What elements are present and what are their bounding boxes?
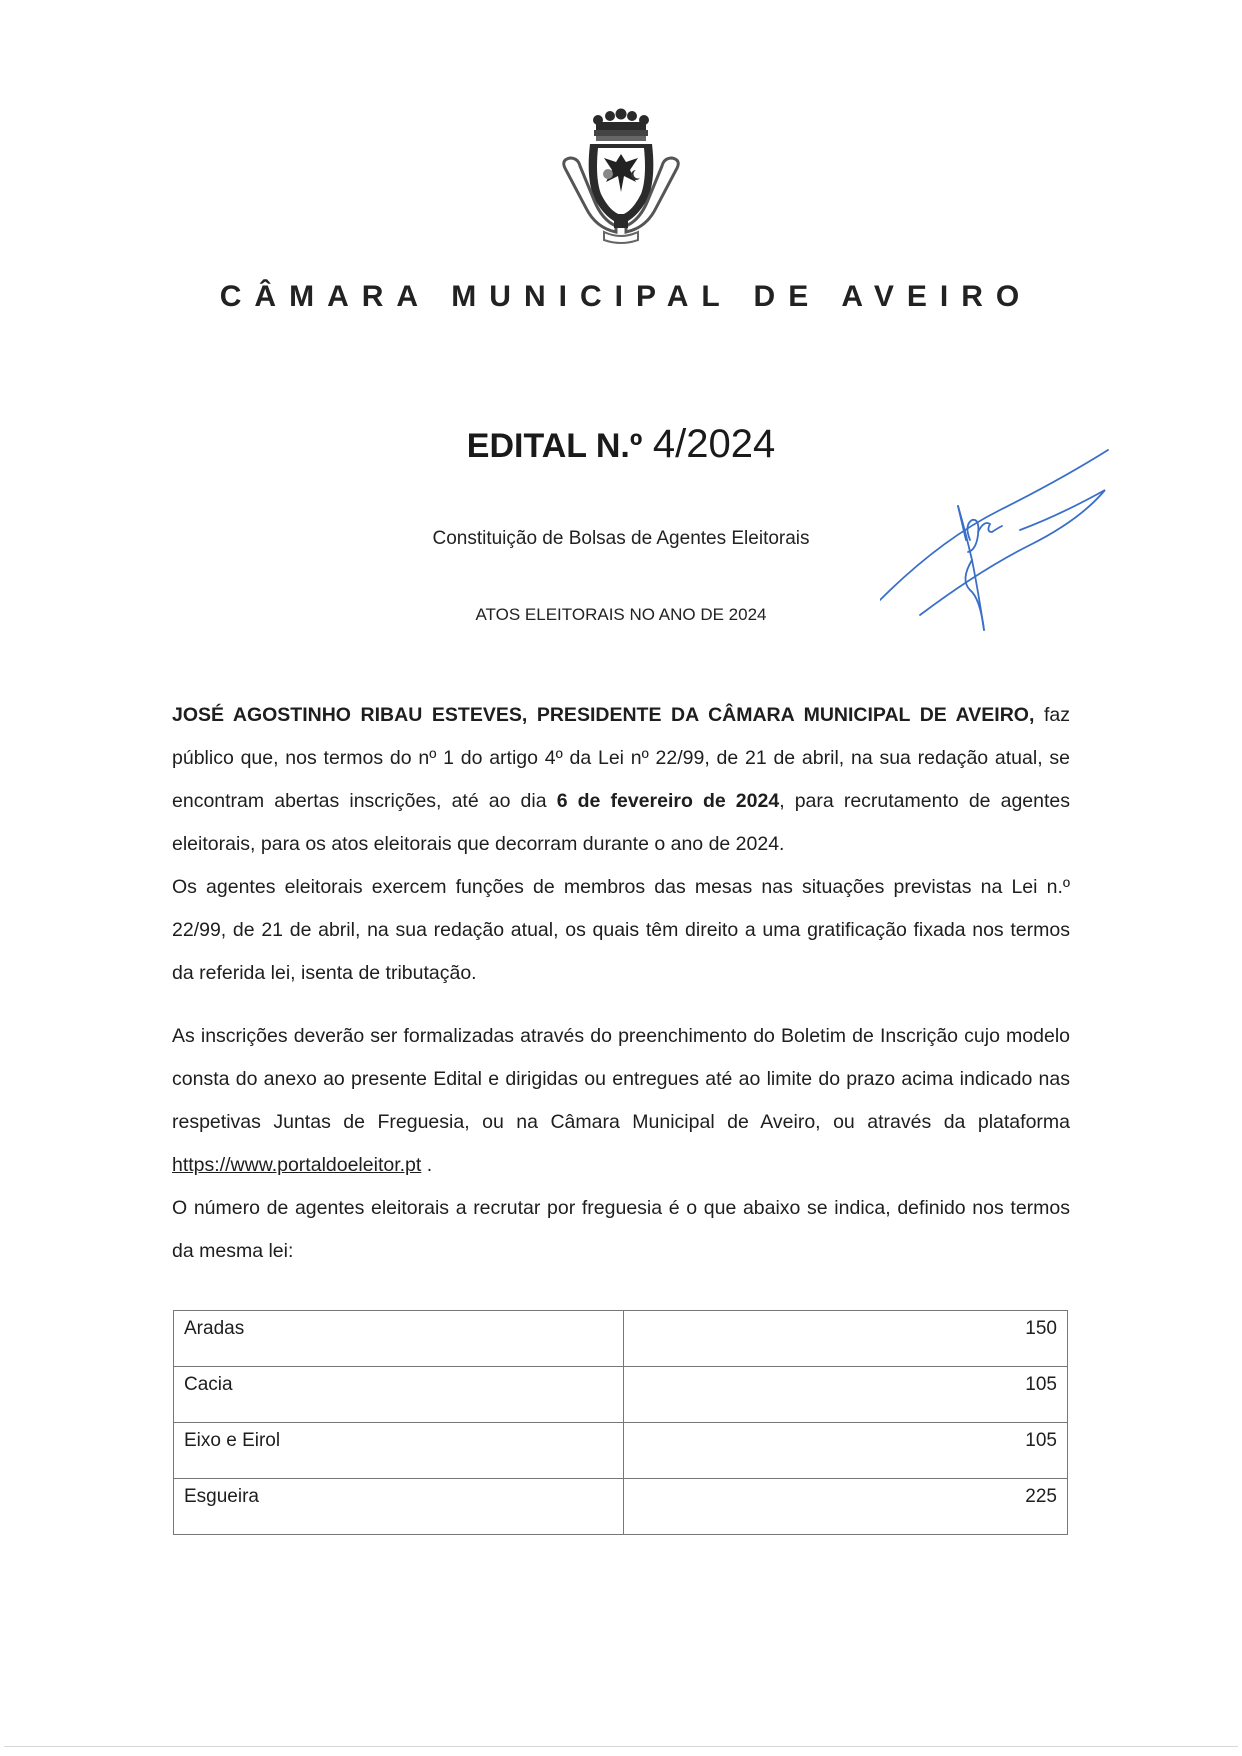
organization-title: CÂMARA MUNICIPAL DE AVEIRO [219, 280, 1033, 313]
parish-name: Eixo e Eirol [174, 1423, 624, 1479]
agents-count: 150 [624, 1311, 1068, 1367]
body-paragraph-announcement [172, 694, 1070, 866]
registration-text: As inscrições deverão ser formalizadas através do preenchimento do Boletim de Inscrição cujo modelo consta do anexo ao presente Edital e dirigidas ou entregues até ao limite do prazo acima indicado nas respetivas Juntas de Freguesia, ou na Câmara Municipal de Aveiro, ou através da plataforma [172, 1025, 1070, 1133]
announcement-text: faz público que, nos termos do nº 1 do artigo 4º da Lei nº 22/99, de 21 de abril, na sua redação atual, se encontram abertas inscrições, até ao dia [172, 704, 1070, 812]
table-row [174, 1479, 1068, 1535]
parish-name: Aradas [174, 1311, 624, 1367]
announcement-text-end: , para recrutamento de agentes eleitorais, para os atos eleitorais que decorram durante o ano de 2024. [172, 790, 1071, 855]
edital-number: 4/2024 [652, 422, 776, 466]
edital-subtitle: Constituição de Bolsas de Agentes Eleitorais [432, 528, 810, 549]
table-row [174, 1423, 1068, 1479]
municipal-coat-of-arms-icon [556, 108, 686, 246]
edital-label: EDITAL N.º [466, 427, 643, 465]
agents-count: 105 [624, 1423, 1068, 1479]
table-row [174, 1367, 1068, 1423]
agents-count: 105 [624, 1367, 1068, 1423]
parish-name: Cacia [174, 1367, 624, 1423]
president-name: JOSÉ AGOSTINHO RIBAU ESTEVES, PRESIDENTE DA CÂMARA MUNICIPAL DE AVEIRO, [172, 704, 1035, 726]
parish-name: Esgueira [174, 1479, 624, 1535]
handwritten-signature-icon [880, 440, 1120, 640]
registration-text-end: . [421, 1154, 433, 1176]
edital-subtitle-year: ATOS ELEITORAIS NO ANO DE 2024 [475, 605, 767, 624]
agents-count: 225 [624, 1479, 1068, 1535]
portal-eleitor-link[interactable]: https://www.portaldoeleitor.pt [172, 1154, 422, 1176]
page-bottom-divider [4, 1746, 1238, 1747]
table-row [174, 1311, 1068, 1367]
deadline-date: 6 de fevereiro de 2024 [556, 790, 780, 812]
body-paragraph-quota: O número de agentes eleitorais a recrutar por freguesia é o que abaixo se indica, definido nos termos da mesma lei: [172, 1197, 1070, 1262]
body-paragraph-duties: Os agentes eleitorais exercem funções de membros das mesas nas situações previstas na Lei n.º 22/99, de 21 de abril, na sua redação atual, os quais têm direito a uma gratificação fixada nos termos da referida lei, isenta de tributação. [172, 876, 1070, 984]
parish-agents-table [173, 1310, 1068, 1535]
body-paragraph-registration [172, 1015, 1070, 1187]
